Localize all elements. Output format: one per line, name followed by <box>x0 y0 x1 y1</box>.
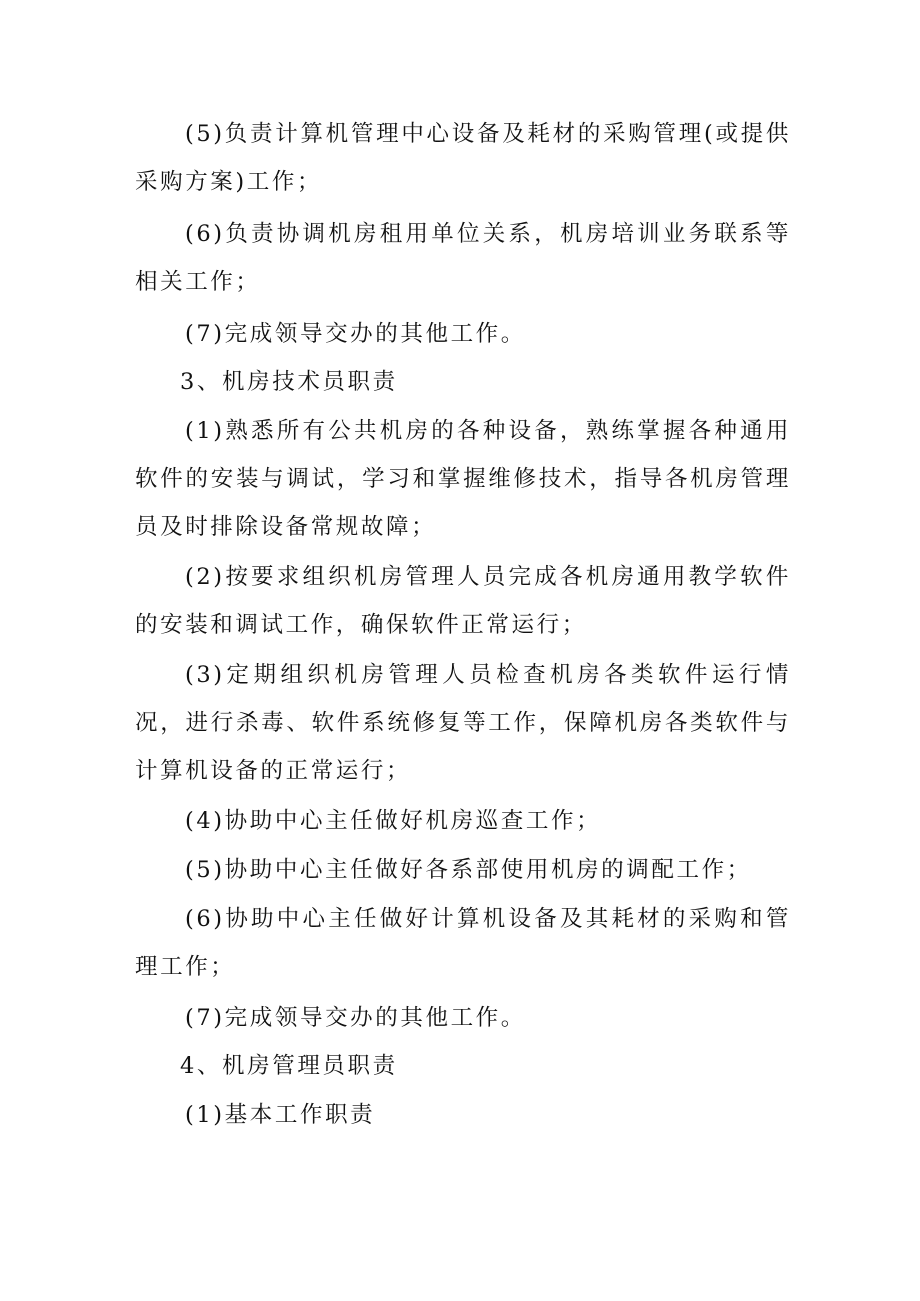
paragraph-tech-item-3: (3)定期组织机房管理人员检查机房各类软件运行情况，进行杀毒、软件系统修复等工作，保障机房各类软件与计算机设备的正常运行； <box>135 662 791 784</box>
paragraph-item-6-coordination: (6)负责协调机房租用单位关系，机房培训业务联系等相关工作； <box>135 221 791 295</box>
paragraph-tech-item-1: (1)熟悉所有公共机房的各种设备，熟练掌握各种通用软件的安装与调试，学习和掌握维修技术，指导各机房管理员及时排除设备常规故障； <box>135 418 791 540</box>
paragraph-tech-item-6: (6)协助中心主任做好计算机设备及其耗材的采购和管理工作； <box>135 906 791 980</box>
paragraph-tech-item-5: (5)协助中心主任做好各系部使用机房的调配工作； <box>185 857 752 883</box>
paragraph-admin-item-1: (1)基本工作职责 <box>185 1102 376 1128</box>
section-heading-administrator-duties: 4、机房管理员职责 <box>180 1053 398 1079</box>
paragraph-item-7-other-work: (7)完成领导交办的其他工作。 <box>185 321 526 347</box>
paragraph-tech-item-7: (7)完成领导交办的其他工作。 <box>185 1005 526 1031</box>
paragraph-tech-item-4: (4)协助中心主任做好机房巡查工作； <box>185 808 602 834</box>
paragraph-item-5-procurement: (5)负责计算机管理中心设备及耗材的采购管理(或提供采购方案)工作； <box>135 121 791 195</box>
paragraph-tech-item-2: (2)按要求组织机房管理人员完成各机房通用教学软件的安装和调试工作，确保软件正常运行； <box>135 564 791 638</box>
section-heading-technician-duties: 3、机房技术员职责 <box>180 369 398 395</box>
